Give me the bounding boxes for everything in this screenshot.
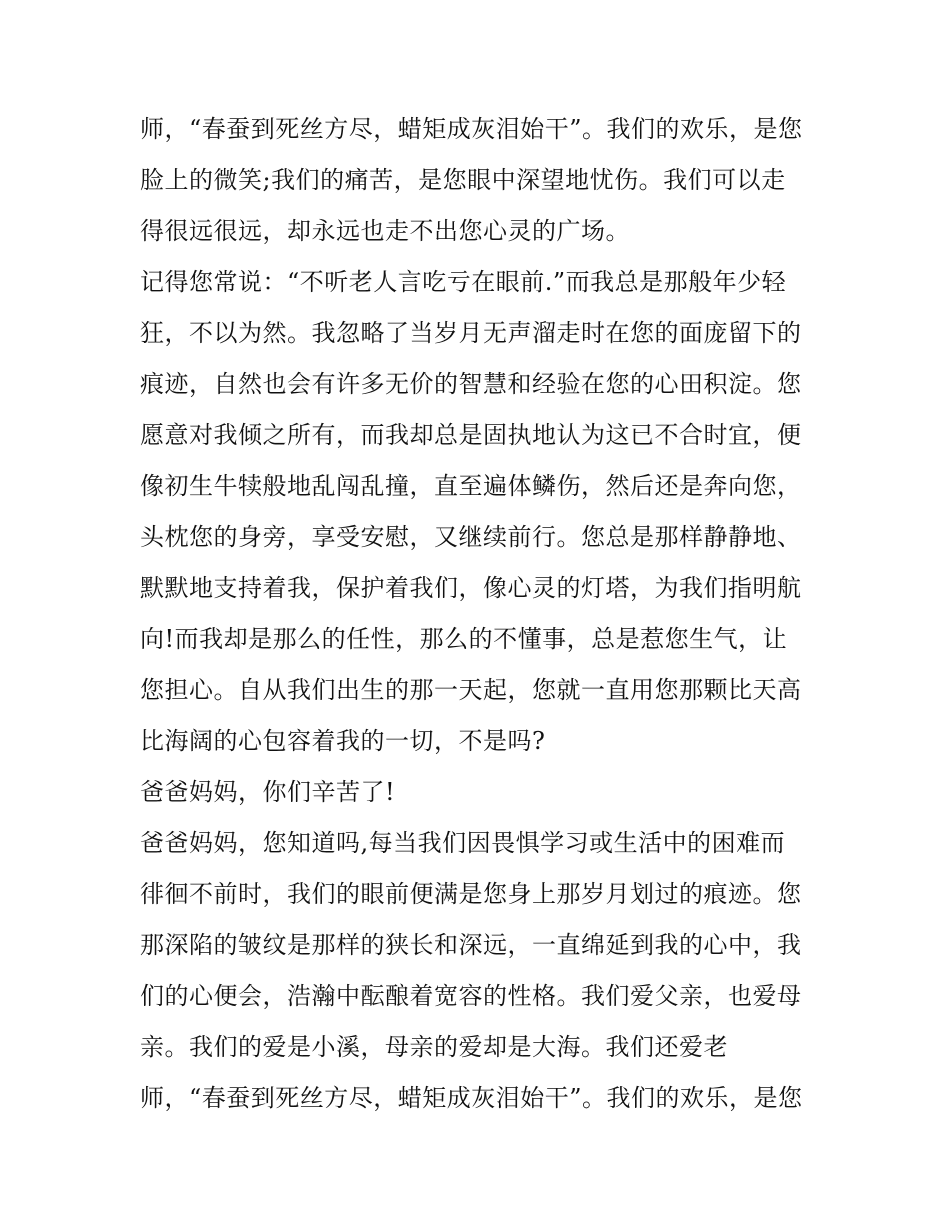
text-line: 师，“春蚕到死丝方尽，蜡矩成灰泪始干”。我们的欢乐，是您	[140, 1084, 803, 1112]
text-line: 亲。我们的爱是小溪，母亲的爱却是大海。我们还爱老	[140, 1033, 728, 1061]
text-line: 痕迹，自然也会有许多无价的智慧和经验在您的心田积淀。您	[140, 370, 802, 398]
text-line: 得很远很远，却永远也走不出您心灵的广场。	[140, 217, 630, 245]
text-line: 徘徊不前时，我们的眼前便满是您身上那岁月划过的痕迹。您	[140, 880, 802, 908]
text-line: 向!而我却是那么的任性，那么的不懂事，总是惹您生气，让	[140, 625, 788, 653]
text-line: 爸爸妈妈，您知道吗,每当我们因畏惧学习或生活中的困难而	[140, 829, 786, 857]
text-line: 比海阔的心包容着我的一切，不是吗?	[140, 727, 546, 755]
text-line: 默默地支持着我，保护着我们，像心灵的灯塔，为我们指明航	[140, 574, 802, 602]
text-line: 脸上的微笑;我们的痛苦，是您眼中深望地忧伤。我们可以走	[140, 166, 786, 194]
text-line: 记得您常说：“不听老人言吃亏在眼前.”而我总是那般年少轻	[140, 268, 787, 296]
text-line: 狂，不以为然。我忽略了当岁月无声溜走时在您的面庞留下的	[140, 319, 802, 347]
text-line: 像初生牛犊般地乱闯乱撞，直至遍体鳞伤，然后还是奔向您，	[140, 472, 802, 500]
text-line: 愿意对我倾之所有，而我却总是固执地认为这已不合时宜，便	[140, 421, 802, 449]
text-line: 爸爸妈妈，你们辛苦了!	[140, 778, 396, 806]
document-body	[140, 104, 820, 1124]
text-line: 头枕您的身旁，享受安慰，又继续前行。您总是那样静静地、	[140, 523, 802, 551]
text-line: 师，“春蚕到死丝方尽，蜡矩成灰泪始干”。我们的欢乐，是您	[140, 115, 803, 143]
text-line: 那深陷的皱纹是那样的狭长和深远，一直绵延到我的心中，我	[140, 931, 802, 959]
text-line: 您担心。自从我们出生的那一天起，您就一直用您那颗比天高	[140, 676, 802, 704]
text-line: 们的心便会，浩瀚中酝酿着宽容的性格。我们爱父亲，也爱母	[140, 982, 802, 1010]
